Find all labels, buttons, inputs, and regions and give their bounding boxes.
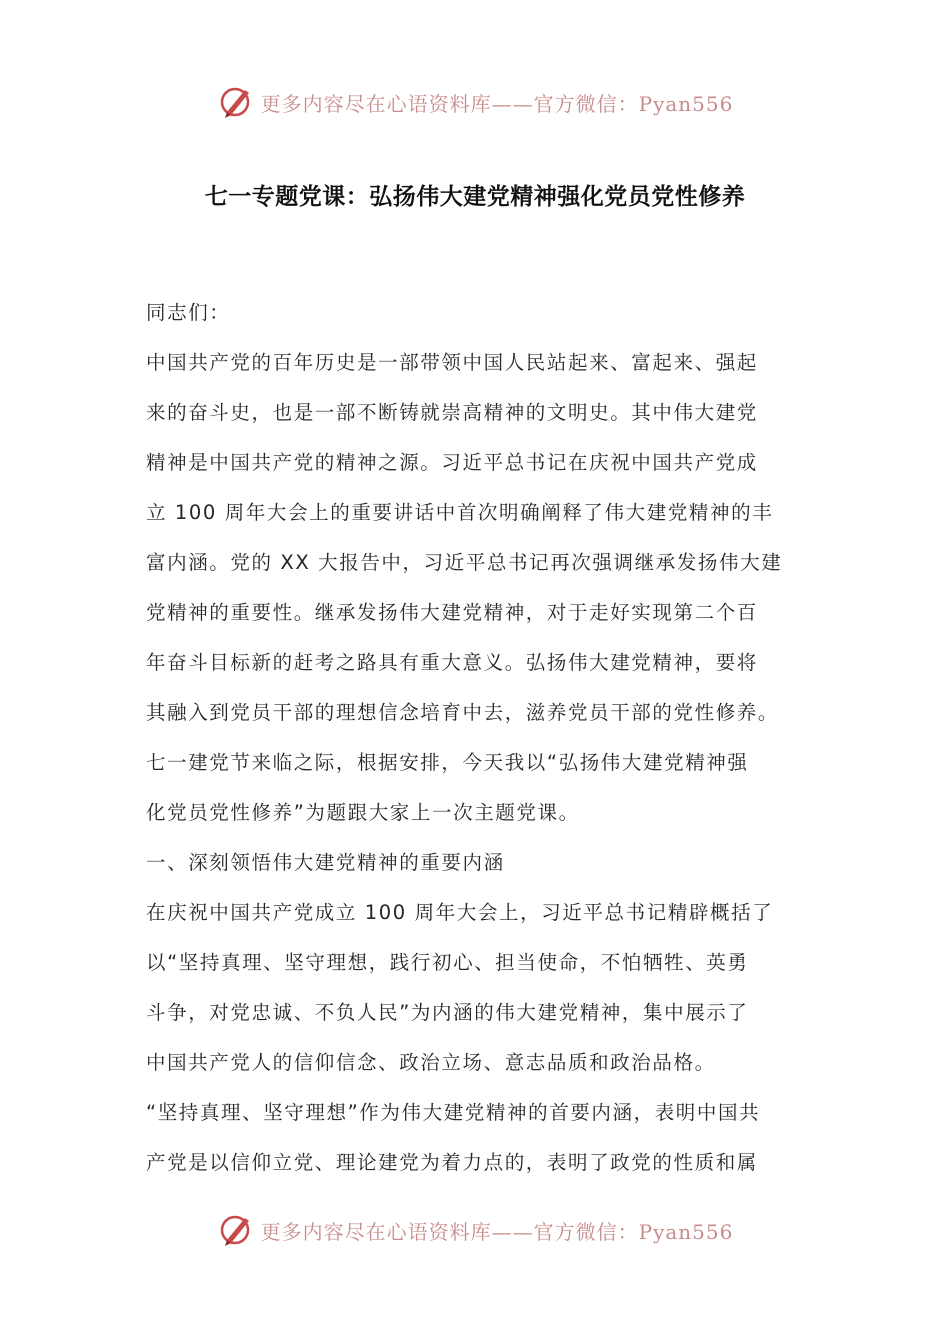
- text-line: 中国共产党的百年历史是一部带领中国人民站起来、富起来、强起: [146, 351, 758, 374]
- text-line: 产党是以信仰立党、理论建党为着力点的，表明了政党的性质和属: [146, 1151, 758, 1174]
- text-line: 以“坚持真理、坚守理想，践行初心、担当使命，不怕牺牲、英勇: [146, 951, 749, 974]
- text-line: 斗争，对党忠诚、不负人民”为内涵的伟大建党精神，集中展示了: [146, 1001, 749, 1024]
- header-watermark-banner: [0, 82, 950, 122]
- footer-watermark-banner: [0, 1210, 950, 1250]
- text-line: “坚持真理、坚守理想”作为伟大建党精神的首要内涵，表明中国共: [146, 1101, 761, 1124]
- text-line: 年奋斗目标新的赶考之路具有重大意义。弘扬伟大建党精神，要将: [146, 651, 758, 674]
- banner-text: 更多内容尽在心语资料库——官方微信：Pyan556: [260, 1219, 734, 1244]
- pen-logo-icon: [217, 1210, 257, 1250]
- text-line: 来的奋斗史，也是一部不断铸就崇高精神的文明史。其中伟大建党: [146, 401, 758, 424]
- text-line: 同志们：: [146, 301, 231, 324]
- text-line: 精神是中国共产党的精神之源。习近平总书记在庆祝中国共产党成: [146, 451, 758, 474]
- banner-text: 更多内容尽在心语资料库——官方微信：Pyan556: [260, 91, 734, 116]
- text-line: 在庆祝中国共产党成立 100 周年大会上，习近平总书记精辟概括了: [146, 901, 774, 924]
- text-line: 中国共产党人的信仰信念、政治立场、意志品质和政治品格。: [146, 1051, 716, 1074]
- text-line: 立 100 周年大会上的重要讲话中首次明确阐释了伟大建党精神的丰: [146, 501, 774, 524]
- text-line: 富内涵。党的 XX 大报告中，习近平总书记再次强调继承发扬伟大建: [146, 551, 783, 574]
- section-heading: 一、深刻领悟伟大建党精神的重要内涵: [146, 851, 505, 874]
- document-title: 七一专题党课：弘扬伟大建党精神强化党员党性修养: [204, 184, 746, 210]
- text-line: 化党员党性修养”为题跟大家上一次主题党课。: [146, 801, 580, 824]
- text-line: 其融入到党员干部的理想信念培育中去，滋养党员干部的党性修养。: [146, 701, 780, 724]
- pen-logo-icon: [217, 82, 257, 122]
- document-body: [146, 288, 810, 1188]
- text-line: 党精神的重要性。继承发扬伟大建党精神，对于走好实现第二个百: [146, 601, 758, 624]
- text-line: 七一建党节来临之际，根据安排，今天我以“弘扬伟大建党精神强: [146, 751, 749, 774]
